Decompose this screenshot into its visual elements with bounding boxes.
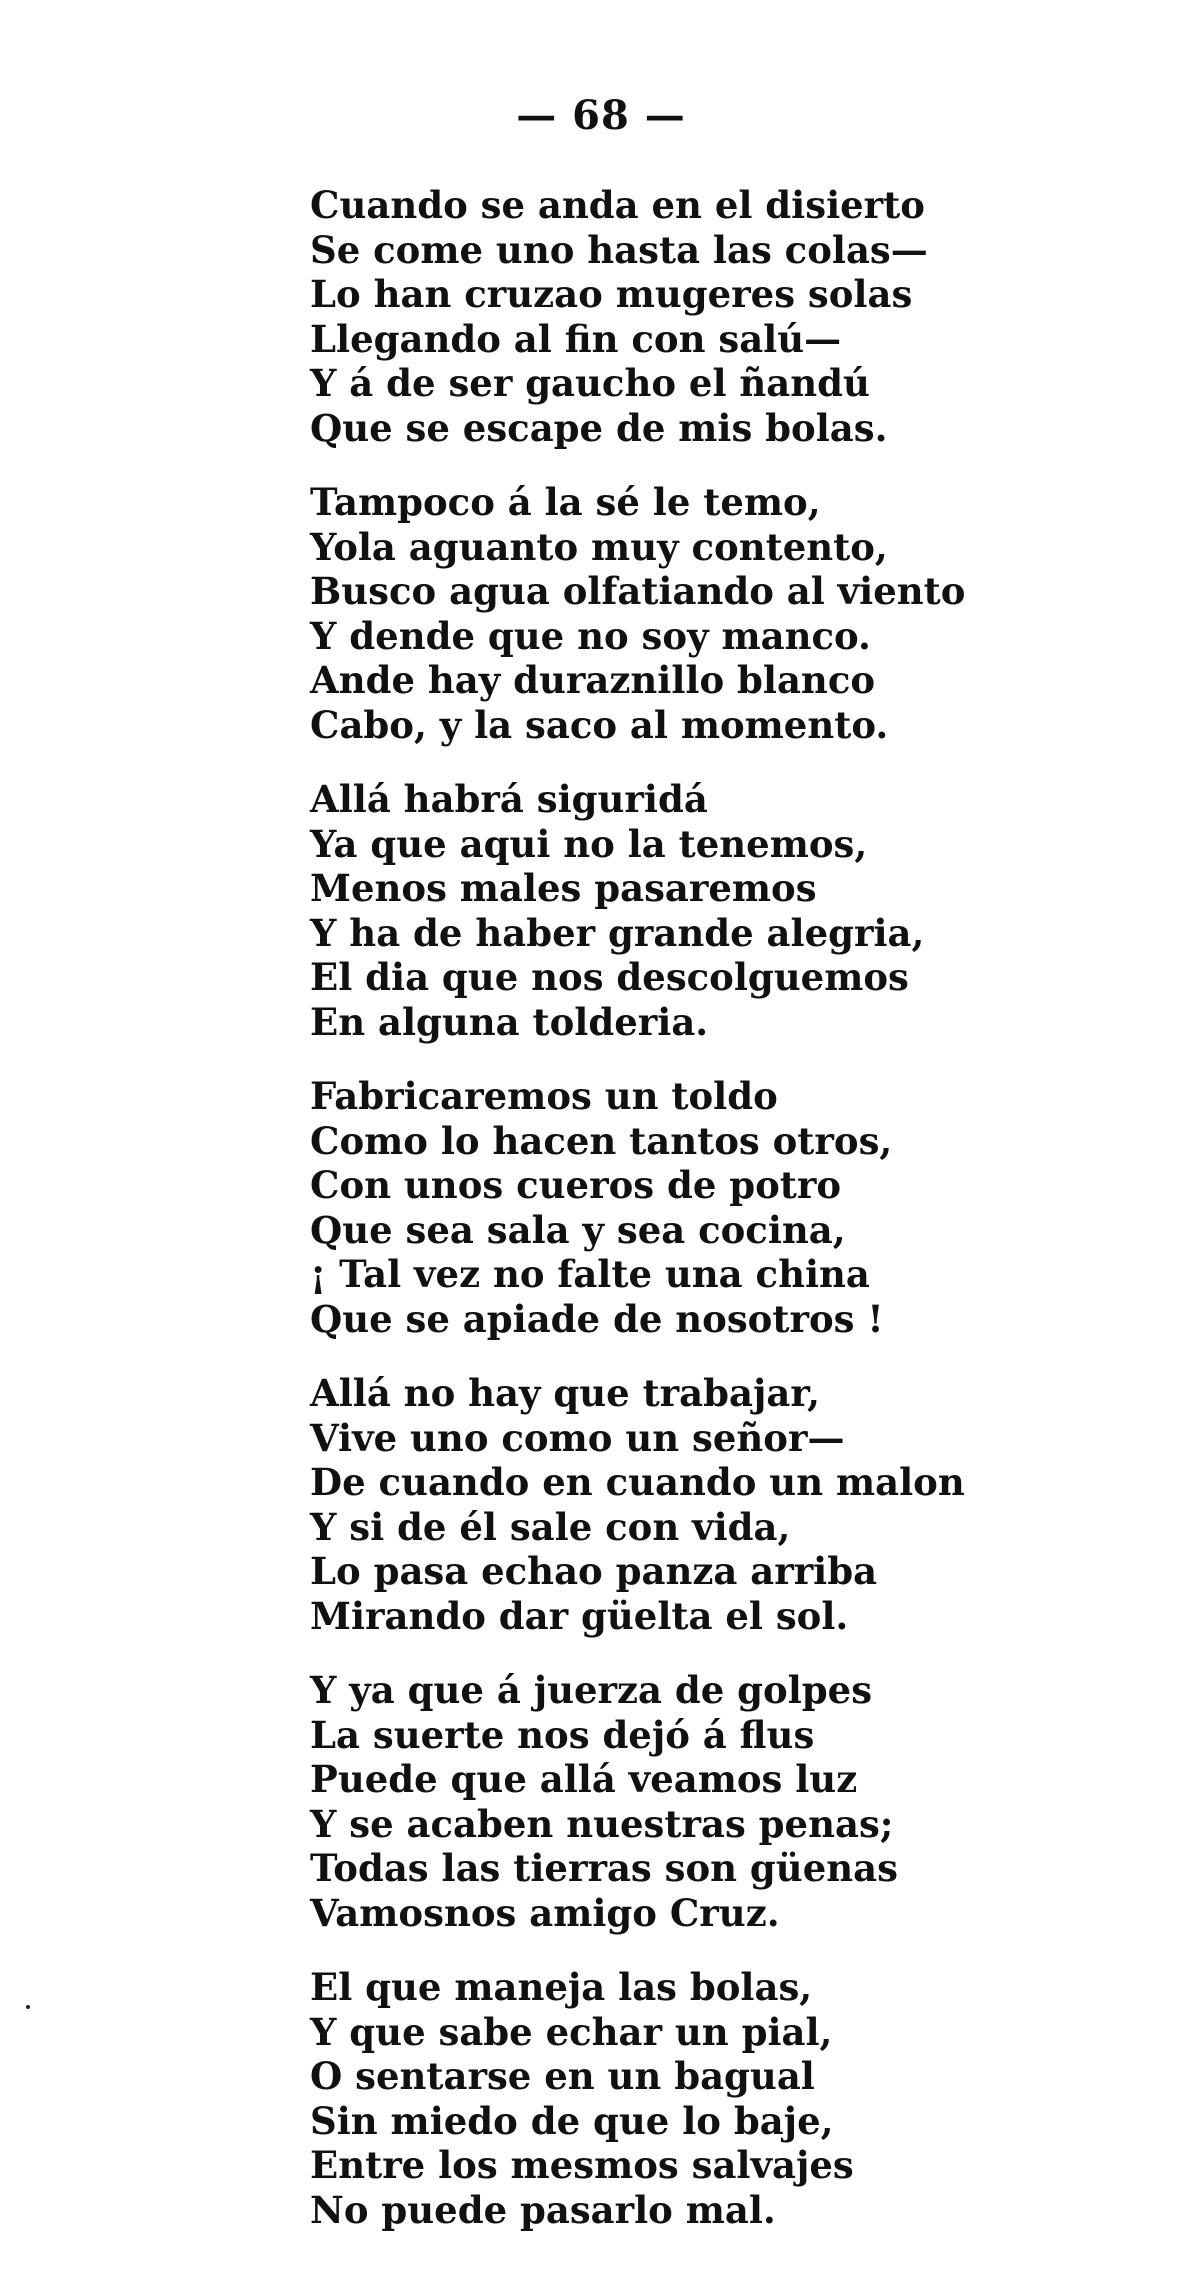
verse-line: Mirando dar güelta el sol. [310, 1593, 849, 1638]
verse-line: Sin miedo de que lo baje, [310, 2098, 834, 2143]
verse-line: No puede pasarlo mal. [310, 2187, 776, 2232]
verse-line: Como lo hacen tantos otros, [310, 1118, 893, 1163]
verse-line: ¡ Tal vez no falte una china [310, 1252, 870, 1296]
verse-line: Tampoco á la sé le temo, [310, 480, 821, 524]
verse-line: Lo han cruzao mugeres solas [310, 272, 913, 316]
verse-line: Entre los mesmos salvajes [310, 2143, 854, 2187]
verse-line: Ande hay duraznillo blanco [310, 658, 876, 702]
verse-line: Llegando al fin con salú— [310, 316, 842, 361]
verse-line: El dia que nos descolguemos [310, 955, 909, 999]
stanza [310, 1668, 1180, 1935]
verse-line: Fabricaremos un toldo [310, 1074, 778, 1118]
verse-line: Y si de él sale con vida, [310, 1504, 791, 1549]
verse-line: En alguna tolderia. [310, 999, 709, 1044]
verse-line: Yola aguanto muy contento, [310, 524, 888, 569]
verse-line: Ya que aqui no la tenemos, [310, 821, 868, 866]
verse-line: Que sea sala y sea cocina, [310, 1207, 846, 1252]
stanza [310, 1371, 1180, 1638]
stanza [310, 1074, 1180, 1341]
verse-line: Todas las tierras son güenas [310, 1846, 898, 1890]
verse-line: Vive uno como un señor— [310, 1415, 845, 1460]
ink-speck [26, 2005, 30, 2009]
verse-line: Y se acaben nuestras penas; [310, 1801, 894, 1846]
verse-line: Puede que allá veamos luz [310, 1757, 858, 1801]
verse-line: De cuando en cuando un malon [310, 1460, 965, 1504]
verse-line: Lo pasa echao panza arriba [310, 1549, 878, 1593]
verse-line: Que se apiade de nosotros ! [310, 1296, 884, 1341]
verse-line: Vamosnos amigo Cruz. [310, 1890, 780, 1935]
stanza [310, 777, 1180, 1044]
verse-line: Cabo, y la saco al momento. [310, 702, 889, 747]
verse-line: Con unos cueros de potro [310, 1163, 842, 1207]
verse-line: Cuando se anda en el disierto [310, 183, 925, 227]
verse-line: Busco agua olfatiando al viento [310, 569, 966, 613]
verse-line: Y que sabe echar un pial, [310, 2009, 833, 2054]
verse-line: Allá no hay que trabajar, [310, 1371, 821, 1415]
stanza [310, 480, 1180, 747]
verse-line: Y ya que á juerza de golpes [310, 1668, 873, 1712]
verse-line: Y á de ser gaucho el ñandú [310, 361, 870, 405]
poem-body [310, 183, 1180, 2262]
verse-line: Y ha de haber grande alegria, [310, 910, 925, 955]
stanza [310, 183, 1180, 450]
page-number: — 68 — [516, 92, 686, 139]
verse-line: Allá habrá siguridá [310, 777, 708, 821]
verse-line: Se come uno hasta las colas— [310, 227, 928, 272]
verse-line: Y dende que no soy manco. [310, 613, 871, 658]
stanza [310, 1965, 1180, 2232]
verse-line: O sentarse en un bagual [310, 2054, 815, 2098]
verse-line: El que maneja las bolas, [310, 1965, 813, 2009]
verse-line: Menos males pasaremos [310, 866, 817, 910]
verse-line: Que se escape de mis bolas. [310, 405, 888, 450]
verse-line: La suerte nos dejó á flus [310, 1712, 815, 1757]
